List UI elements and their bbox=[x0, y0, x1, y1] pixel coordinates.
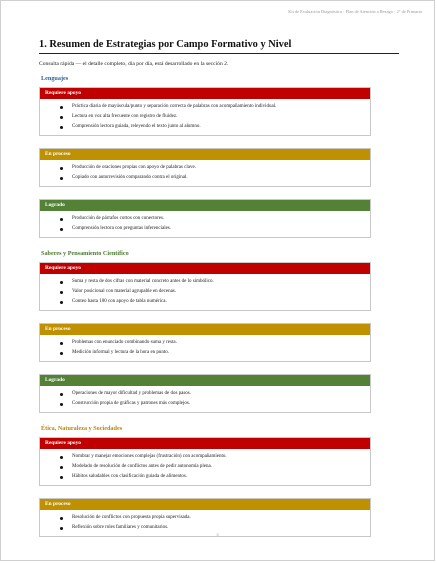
level-box-requiere bbox=[39, 87, 371, 136]
list-item-text: Operaciones de mayor dificultad y problemas de dos pasos. bbox=[72, 391, 191, 396]
level-header: Logrado bbox=[40, 375, 370, 386]
level-header: En proceso bbox=[40, 499, 370, 510]
list-item bbox=[40, 277, 370, 287]
list-item bbox=[40, 173, 370, 183]
level-box-requiere bbox=[39, 262, 371, 311]
list-item bbox=[40, 122, 370, 132]
list-item bbox=[40, 287, 370, 297]
bullet-icon bbox=[60, 228, 63, 231]
list-item-text: Comprensión lectora guiada, releyendo el texto junto al alumno. bbox=[72, 124, 201, 129]
level-box-proceso bbox=[39, 323, 371, 362]
level-header: Requiere apoyo bbox=[40, 263, 370, 274]
level-header: En proceso bbox=[40, 149, 370, 160]
list-item-text: Construcción propia de gráficas y patrones más complejos. bbox=[72, 401, 191, 406]
bullet-icon bbox=[60, 116, 63, 119]
list-item-text: Modelado de resolución de conflictos antes de pedir autonomía plena. bbox=[72, 464, 212, 469]
running-header: Kit de Evaluación Diagnóstica · Plan de Atención a Rezago · 2° de Primaria bbox=[288, 9, 422, 14]
strategies-content bbox=[39, 75, 371, 549]
section-title: Saberes y Pensamiento Científico bbox=[41, 250, 129, 257]
bullet-icon bbox=[60, 456, 63, 459]
level-header: Logrado bbox=[40, 200, 370, 211]
list-item-text: Copiado con autorrevisión comparando contra el original. bbox=[72, 175, 188, 180]
bullet-icon bbox=[60, 393, 63, 396]
level-header: En proceso bbox=[40, 324, 370, 335]
bullet-icon bbox=[60, 527, 63, 530]
bullet-icon bbox=[60, 106, 63, 109]
level-header: Requiere apoyo bbox=[40, 88, 370, 99]
list-item-text: Problemas con enunciado combinando suma y resta. bbox=[72, 340, 177, 345]
list-item bbox=[40, 389, 370, 399]
strategy-list bbox=[40, 335, 370, 361]
bullet-icon bbox=[60, 352, 63, 355]
strategy-list bbox=[40, 99, 370, 135]
list-item-text: Producción de oraciones propias con apoyo de palabras clave. bbox=[72, 165, 196, 170]
list-item-text: Reflexión sobre roles familiares y comunitarios. bbox=[72, 525, 169, 530]
list-item-text: Valor posicional con material agrupable en decenas. bbox=[72, 289, 176, 294]
list-item bbox=[40, 462, 370, 472]
list-item bbox=[40, 452, 370, 462]
level-header: Requiere apoyo bbox=[40, 438, 370, 449]
level-box-logrado bbox=[39, 374, 371, 413]
list-item bbox=[40, 513, 370, 523]
list-item bbox=[40, 102, 370, 112]
bullet-icon bbox=[60, 517, 63, 520]
strategy-list bbox=[40, 160, 370, 186]
section-title: Lenguajes bbox=[41, 75, 69, 82]
bullet-icon bbox=[60, 218, 63, 221]
bullet-icon bbox=[60, 342, 63, 345]
bullet-icon bbox=[60, 126, 63, 129]
page-title: 1. Resumen de Estrategias por Campo Formativo y Nivel bbox=[39, 39, 399, 54]
list-item bbox=[40, 399, 370, 409]
list-item bbox=[40, 112, 370, 122]
strategy-list bbox=[40, 211, 370, 237]
list-item bbox=[40, 348, 370, 358]
level-box-requiere bbox=[39, 437, 371, 486]
list-item-text: Suma y resta de dos cifras con material concreto antes de lo simbólico. bbox=[72, 279, 214, 284]
bullet-icon bbox=[60, 403, 63, 406]
list-item-text: Producción de párrafos cortos con conectores. bbox=[72, 216, 165, 221]
list-item-text: Nombrar y manejar emociones complejas (frustración) con acompañamiento. bbox=[72, 454, 227, 459]
intro-text: Consulta rápida — el detalle completo, día por día, está desarrollado en la sección 2. bbox=[39, 61, 229, 67]
page-number: 4 bbox=[216, 532, 219, 537]
strategy-list bbox=[40, 449, 370, 485]
list-item-text: Resolución de conflictos con propuesta propia supervisada. bbox=[72, 515, 191, 520]
bullet-icon bbox=[60, 167, 63, 170]
strategy-list bbox=[40, 274, 370, 310]
list-item-text: Conteo hasta 100 con apoyo de tabla numérica. bbox=[72, 299, 167, 304]
bullet-icon bbox=[60, 466, 63, 469]
bullet-icon bbox=[60, 291, 63, 294]
list-item-text: Comprensión lectora con preguntas inferenciales. bbox=[72, 226, 171, 231]
level-box-logrado bbox=[39, 199, 371, 238]
strategy-list bbox=[40, 386, 370, 412]
bullet-icon bbox=[60, 301, 63, 304]
list-item bbox=[40, 338, 370, 348]
bullet-icon bbox=[60, 177, 63, 180]
section-title: Ética, Naturaleza y Sociedades bbox=[41, 425, 123, 432]
list-item bbox=[40, 224, 370, 234]
level-box-proceso bbox=[39, 148, 371, 187]
list-item-text: Práctica diaria de mayúscula/punto y separación correcta de palabras con acompañamiento individual. bbox=[72, 104, 277, 109]
list-item-text: Medición informal y lectura de la hora en punto. bbox=[72, 350, 170, 355]
list-item-text: Hábitos saludables con clasificación guiada de alimentos. bbox=[72, 474, 188, 479]
list-item bbox=[40, 472, 370, 482]
list-item-text: Lectura en voz alta frecuente con registro de fluidez. bbox=[72, 114, 178, 119]
bullet-icon bbox=[60, 281, 63, 284]
list-item bbox=[40, 214, 370, 224]
bullet-icon bbox=[60, 476, 63, 479]
list-item bbox=[40, 297, 370, 307]
list-item bbox=[40, 163, 370, 173]
